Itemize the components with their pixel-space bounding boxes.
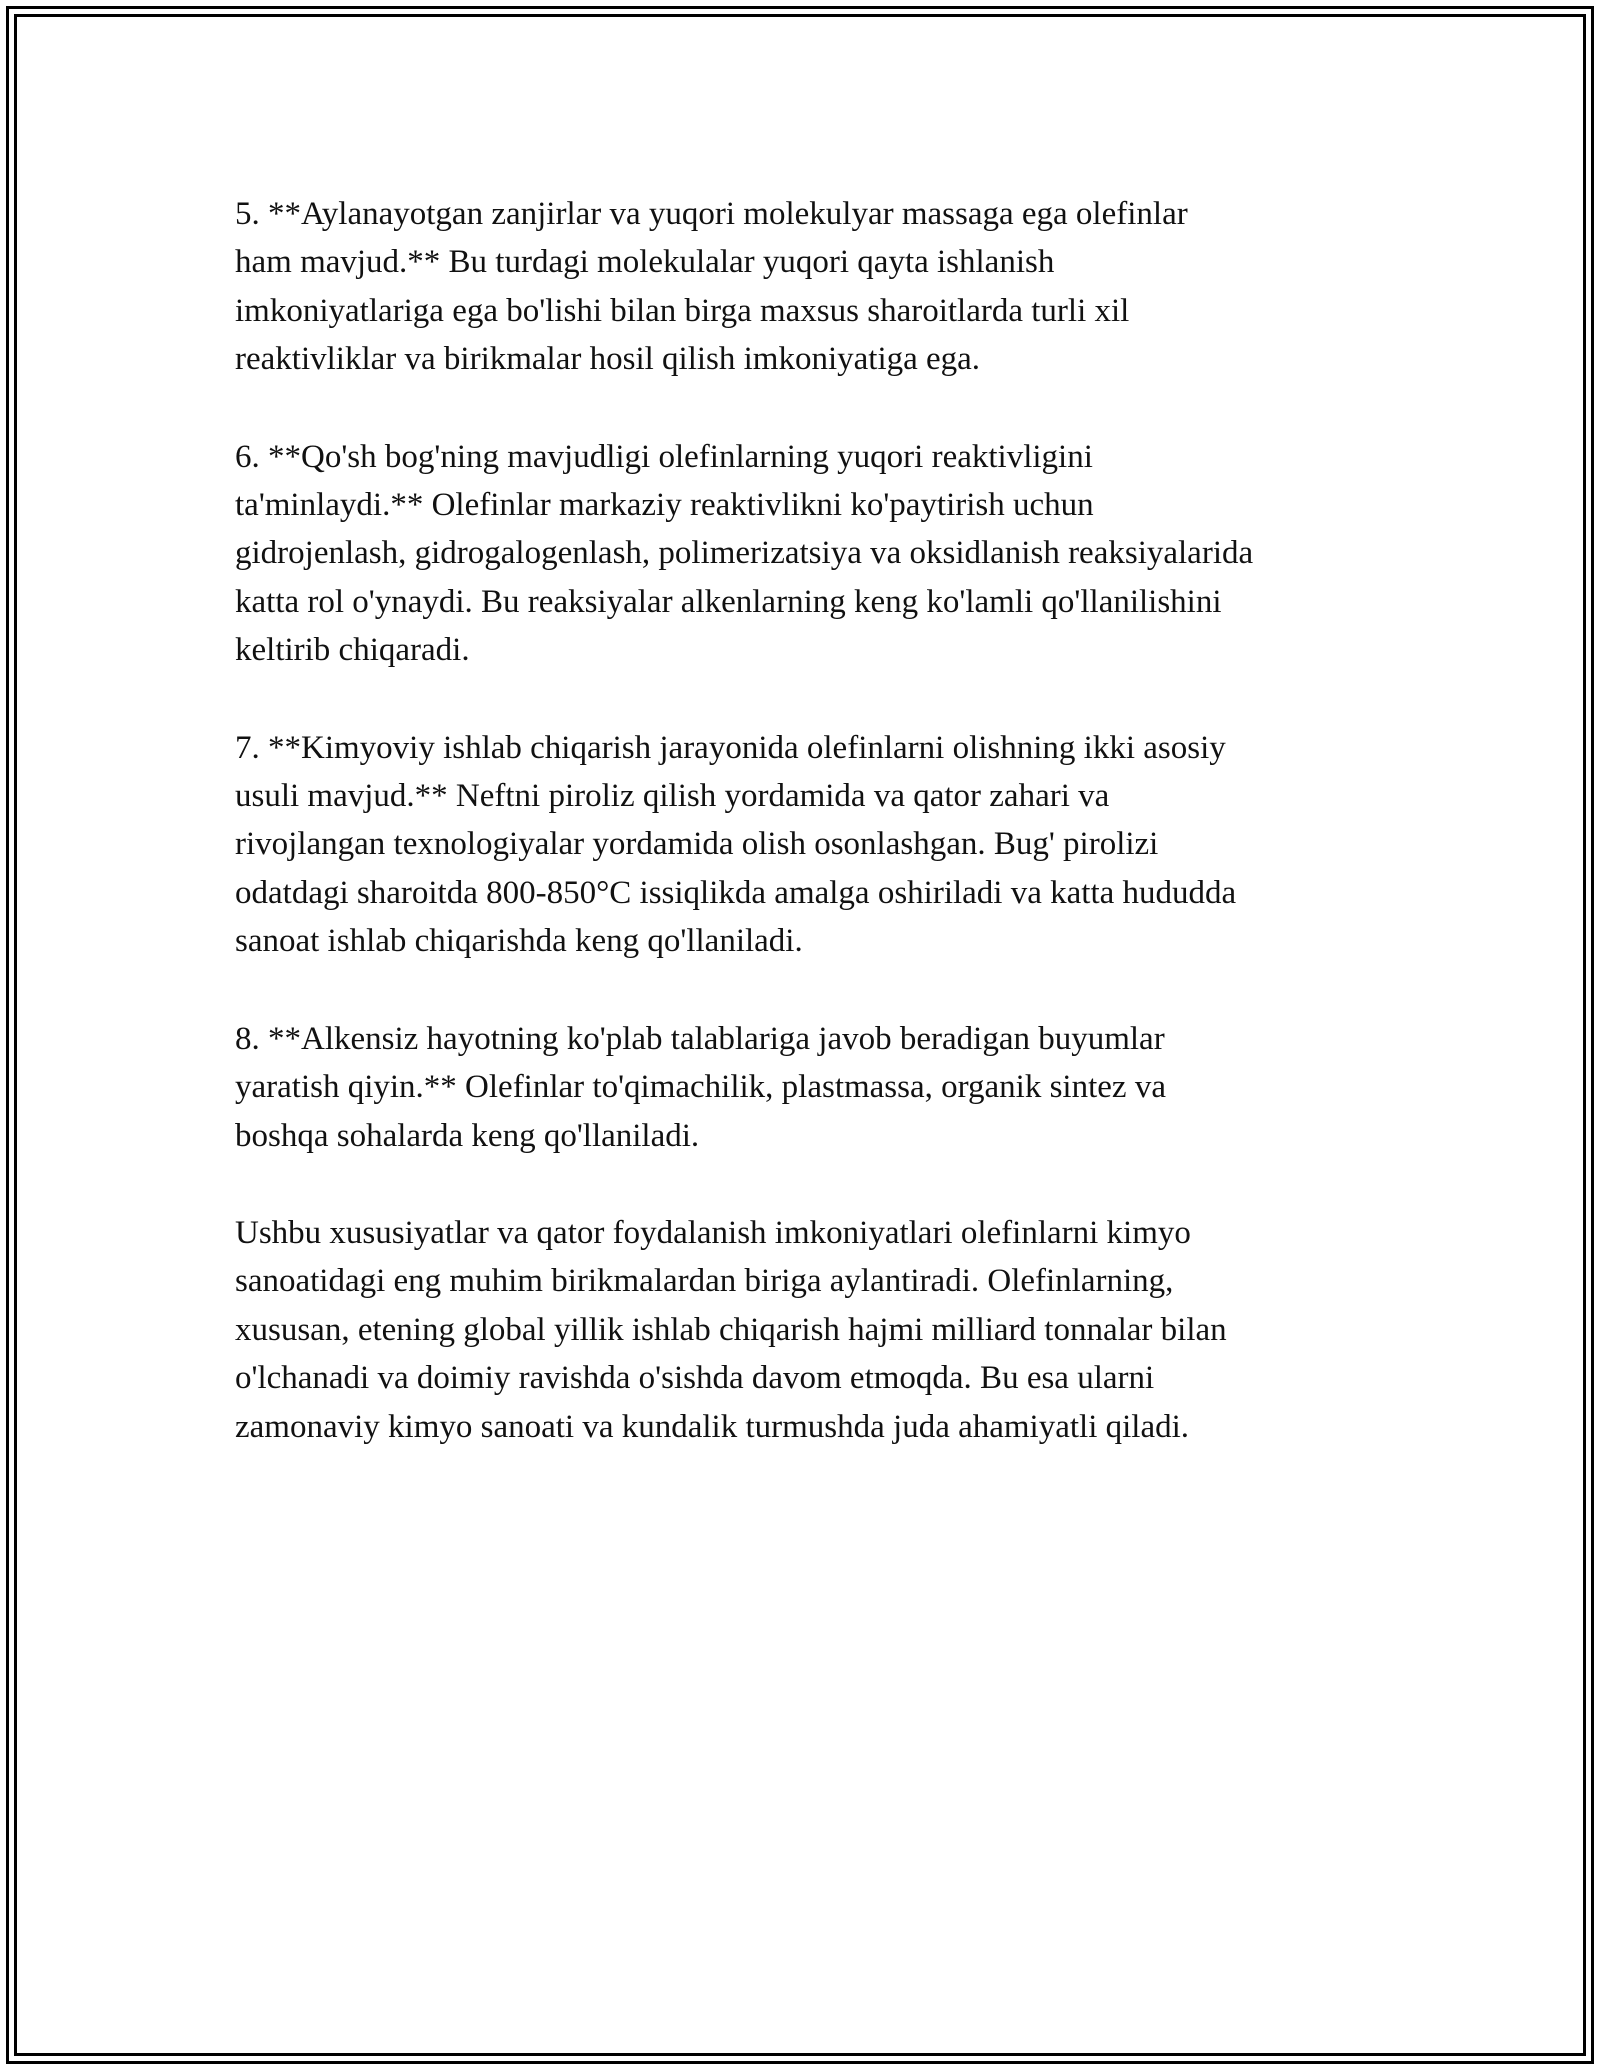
- paragraph-item-7: 7. **Kimyoviy ishlab chiqarish jarayonida olefinlarni olishning ikki asosiy usuli mavjud.** Neftni piroliz qilish yordamida va qator zahari va rivojlangan texnologiyalar yordamida olish osonlashgan. Bug' pirolizi odatdagi sharoitda 800-850°C issiqlikda amalga oshiriladi va katta hududda sanoat ishlab chiqarishda keng qo'llaniladi.: [235, 729, 1237, 960]
- paragraph-item-5: 5. **Aylanayotgan zanjirlar va yuqori molekulyar massaga ega olefinlar ham mavjud.** Bu turdagi molekulalar yuqori qayta ishlanish imkoniyatlariga ega bo'lishi bilan birga maxsus sharoitlarda turli xil reaktivliklar va birikmalar hosil qilish imkoniyatiga ega.: [235, 196, 1188, 378]
- paragraph-item-8: 8. **Alkensiz hayotning ko'plab talablariga javob beradigan buyumlar yaratish qiyin.** Olefinlar to'qimachilik, plastmassa, organik sintez va boshqa sohalarda keng qo'llaniladi.: [235, 1020, 1166, 1154]
- paragraph-summary: Ushbu xususiyatlar va qator foydalanish imkoniyatlari olefinlarni kimyo sanoatidagi eng muhim birikmalardan biriga aylantiradi. Olefinlarning, xususan, etening global yillik ishlab chiqarish hajmi milliard tonnalar bilan o'lchanadi va doimiy ravishda o'sishda davom etmoqda. Bu esa ularni zamonaviy kimyo sanoati va kundalik turmushda juda ahamiyatli qiladi.: [235, 1214, 1227, 1445]
- paragraph-item-6: 6. **Qo'sh bog'ning mavjudligi olefinlarning yuqori reaktivligini ta'minlaydi.** Olefinlar markaziy reaktivlikni ko'paytirish uchun gidrojenlash, gidrogalogenlash, polimerizatsiya va oksidlanish reaksiyalarida katta rol o'ynaydi. Bu reaksiyalar alkenlarning keng ko'lamli qo'llanilishini keltirib chiqaradi.: [235, 438, 1254, 669]
- document-body: [235, 190, 1385, 1500]
